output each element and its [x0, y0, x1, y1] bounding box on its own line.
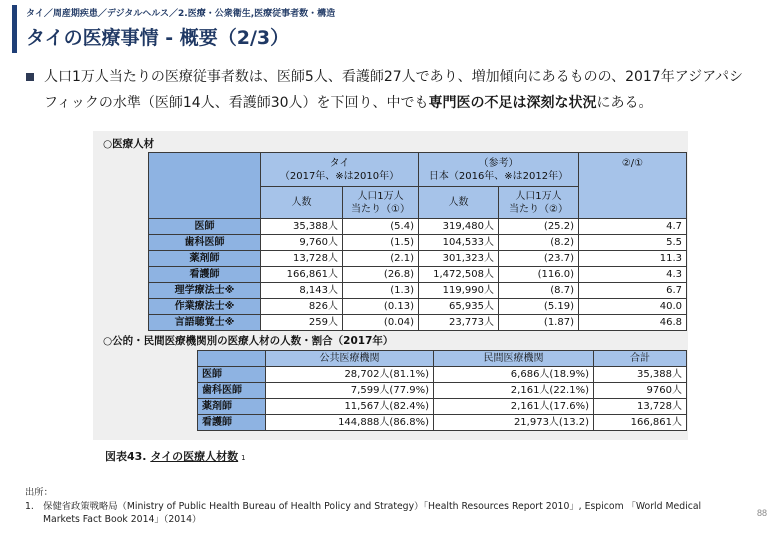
table1-cell: 11.3 — [579, 251, 687, 267]
table1-row-label: 作業療法士※ — [149, 299, 261, 315]
table2-cell: 28,702人(81.1%) — [266, 367, 434, 383]
caption-footnote-ref: 1 — [241, 454, 246, 462]
table1-cell: 826人 — [261, 299, 343, 315]
table2-cell: 13,728人 — [594, 399, 687, 415]
source-line-1: 1. 保健省政策戦略局（Ministry of Public Health Bureau of Health Policy and Strategy）「Health Resources Report 2010」, Espicom 「World Medical — [25, 501, 702, 512]
public-private-staff-table — [197, 350, 687, 431]
bullet-text-post: にある。 — [596, 95, 653, 111]
header-per-line1: 人口1万人 — [515, 190, 562, 202]
header-japan-note: 日本（2016年、※は2012年） — [428, 170, 569, 182]
table2-row-label: 歯科医師 — [198, 383, 266, 399]
table2-header-private: 民間医療機関 — [434, 351, 594, 367]
source-line-2: Markets Fact Book 2014」（2014） — [43, 514, 202, 525]
table2-header-total: 合計 — [594, 351, 687, 367]
table1-cell: (8.7) — [499, 283, 579, 299]
section-label-medical-staff: ○医療人材 — [103, 138, 155, 150]
table1-cell: (0.13) — [343, 299, 419, 315]
table1-row-label: 医師 — [149, 219, 261, 235]
table2-cell: 144,888人(86.8%) — [266, 415, 434, 431]
table1-cell: 4.7 — [579, 219, 687, 235]
table1-cell: 46.8 — [579, 315, 687, 331]
table1-cell: 9,760人 — [261, 235, 343, 251]
bullet-text-line-1: 人口1万人当たりの医療従事者数は、医師5人、看護師27人であり、増加傾向にあるものの、2017年アジアパシ — [44, 69, 744, 85]
table1-cell: (2.1) — [343, 251, 419, 267]
table2-header-public: 公共医療機関 — [266, 351, 434, 367]
table2-cell: 2,161人(22.1%) — [434, 383, 594, 399]
table2-cell: 166,861人 — [594, 415, 687, 431]
table1-cell: (0.04) — [343, 315, 419, 331]
section-label-public-private: ○公的・民間医療機関別の医療人材の人数・割合（2017年） — [103, 335, 394, 347]
table1-header-thai — [261, 153, 419, 187]
table2-row — [198, 383, 687, 399]
table1-cell: 119,990人 — [419, 283, 499, 299]
table1-cell: (1.87) — [499, 315, 579, 331]
table1-body — [149, 219, 687, 331]
table1-row — [149, 315, 687, 331]
table1-cell: 8,143人 — [261, 283, 343, 299]
table1-cell: 301,323人 — [419, 251, 499, 267]
header-thai-label: タイ — [329, 157, 350, 169]
table1-row — [149, 235, 687, 251]
table1-cell: 40.0 — [579, 299, 687, 315]
table2-cell: 21,973人(13.2) — [434, 415, 594, 431]
table1-cell: 1,472,508人 — [419, 267, 499, 283]
table1-cell: (5.4) — [343, 219, 419, 235]
table2-corner-cell — [198, 351, 266, 367]
table1-cell: 6.7 — [579, 283, 687, 299]
table1-corner-cell — [149, 153, 261, 219]
medical-staff-table — [148, 152, 687, 331]
header-japan-per-10k — [499, 187, 579, 219]
table2-row — [198, 367, 687, 383]
table1-cell: (26.8) — [343, 267, 419, 283]
table1-cell: 65,935人 — [419, 299, 499, 315]
table1-row-label: 理学療法士※ — [149, 283, 261, 299]
table1-row-label: 薬剤師 — [149, 251, 261, 267]
table1-cell: 35,388人 — [261, 219, 343, 235]
breadcrumb: タイ／周産期疾患／デジタルヘルス／2.医療・公衆衛生,医療従事者数・構造 — [26, 9, 336, 19]
table1-row — [149, 283, 687, 299]
table1-row-label: 言語聴覚士※ — [149, 315, 261, 331]
table1-row — [149, 251, 687, 267]
page-title: タイの医療事情 - 概要（2/3） — [26, 27, 290, 49]
table2-cell: 2,161人(17.6%) — [434, 399, 594, 415]
table2-header-row — [198, 351, 687, 367]
page-number: 88 — [757, 508, 768, 518]
header-per-japan-line2: 当たり（②） — [509, 203, 568, 215]
caption-prefix: 図表43. — [105, 450, 147, 463]
table1-row-label: 看護師 — [149, 267, 261, 283]
header-thai-note: （2017年、※は2010年） — [279, 170, 400, 182]
table2-body — [198, 367, 687, 431]
bullet-text-emphasis: 専門医の不足は深刻な状況 — [428, 95, 597, 111]
bullet-text-pre: フィックの水準（医師14人、看護師30人）を下回り、中でも — [44, 95, 429, 111]
table1-cell: (5.19) — [499, 299, 579, 315]
table2-row-label: 医師 — [198, 367, 266, 383]
bullet-text-line-2 — [44, 95, 653, 112]
table2-cell: 11,567人(82.4%) — [266, 399, 434, 415]
title-accent-bar — [12, 5, 17, 53]
table1-cell: 4.3 — [579, 267, 687, 283]
table1-cell: 259人 — [261, 315, 343, 331]
source-heading: 出所： — [25, 487, 53, 498]
table1-cell: 23,773人 — [419, 315, 499, 331]
table1-cell: (1.5) — [343, 235, 419, 251]
table1-cell: (116.0) — [499, 267, 579, 283]
table1-cell: 319,480人 — [419, 219, 499, 235]
caption-title: タイの医療人材数 — [150, 450, 239, 463]
table1-row — [149, 219, 687, 235]
table2-row — [198, 415, 687, 431]
table1-cell: 166,861人 — [261, 267, 343, 283]
table1-cell: (8.2) — [499, 235, 579, 251]
header-per-line1: 人口1万人 — [357, 190, 404, 202]
table1-cell: (25.2) — [499, 219, 579, 235]
table2-cell: 7,599人(77.9%) — [266, 383, 434, 399]
table2-row-label: 薬剤師 — [198, 399, 266, 415]
table2-cell: 9760人 — [594, 383, 687, 399]
table1-header-row — [149, 153, 687, 187]
table1-header-ratio: ②/① — [579, 153, 687, 219]
table1-cell: (1.3) — [343, 283, 419, 299]
table1-row-label: 歯科医師 — [149, 235, 261, 251]
table1-cell: (23.7) — [499, 251, 579, 267]
header-thai-count: 人数 — [261, 187, 343, 219]
header-japan-ref: （参考） — [478, 157, 519, 169]
table2-cell: 35,388人 — [594, 367, 687, 383]
table1-cell: 104,533人 — [419, 235, 499, 251]
table2-row-label: 看護師 — [198, 415, 266, 431]
figure-caption — [105, 450, 246, 465]
table2-cell: 6,686人(18.9%) — [434, 367, 594, 383]
table1-row — [149, 267, 687, 283]
header-thai-per-10k — [343, 187, 419, 219]
table1-header-japan — [419, 153, 579, 187]
table1-cell: 5.5 — [579, 235, 687, 251]
header-per-thai-line2: 当たり（①） — [351, 203, 410, 215]
bullet-square-icon — [26, 73, 34, 81]
table1-row — [149, 299, 687, 315]
header-japan-count: 人数 — [419, 187, 499, 219]
table1-cell: 13,728人 — [261, 251, 343, 267]
table2-row — [198, 399, 687, 415]
